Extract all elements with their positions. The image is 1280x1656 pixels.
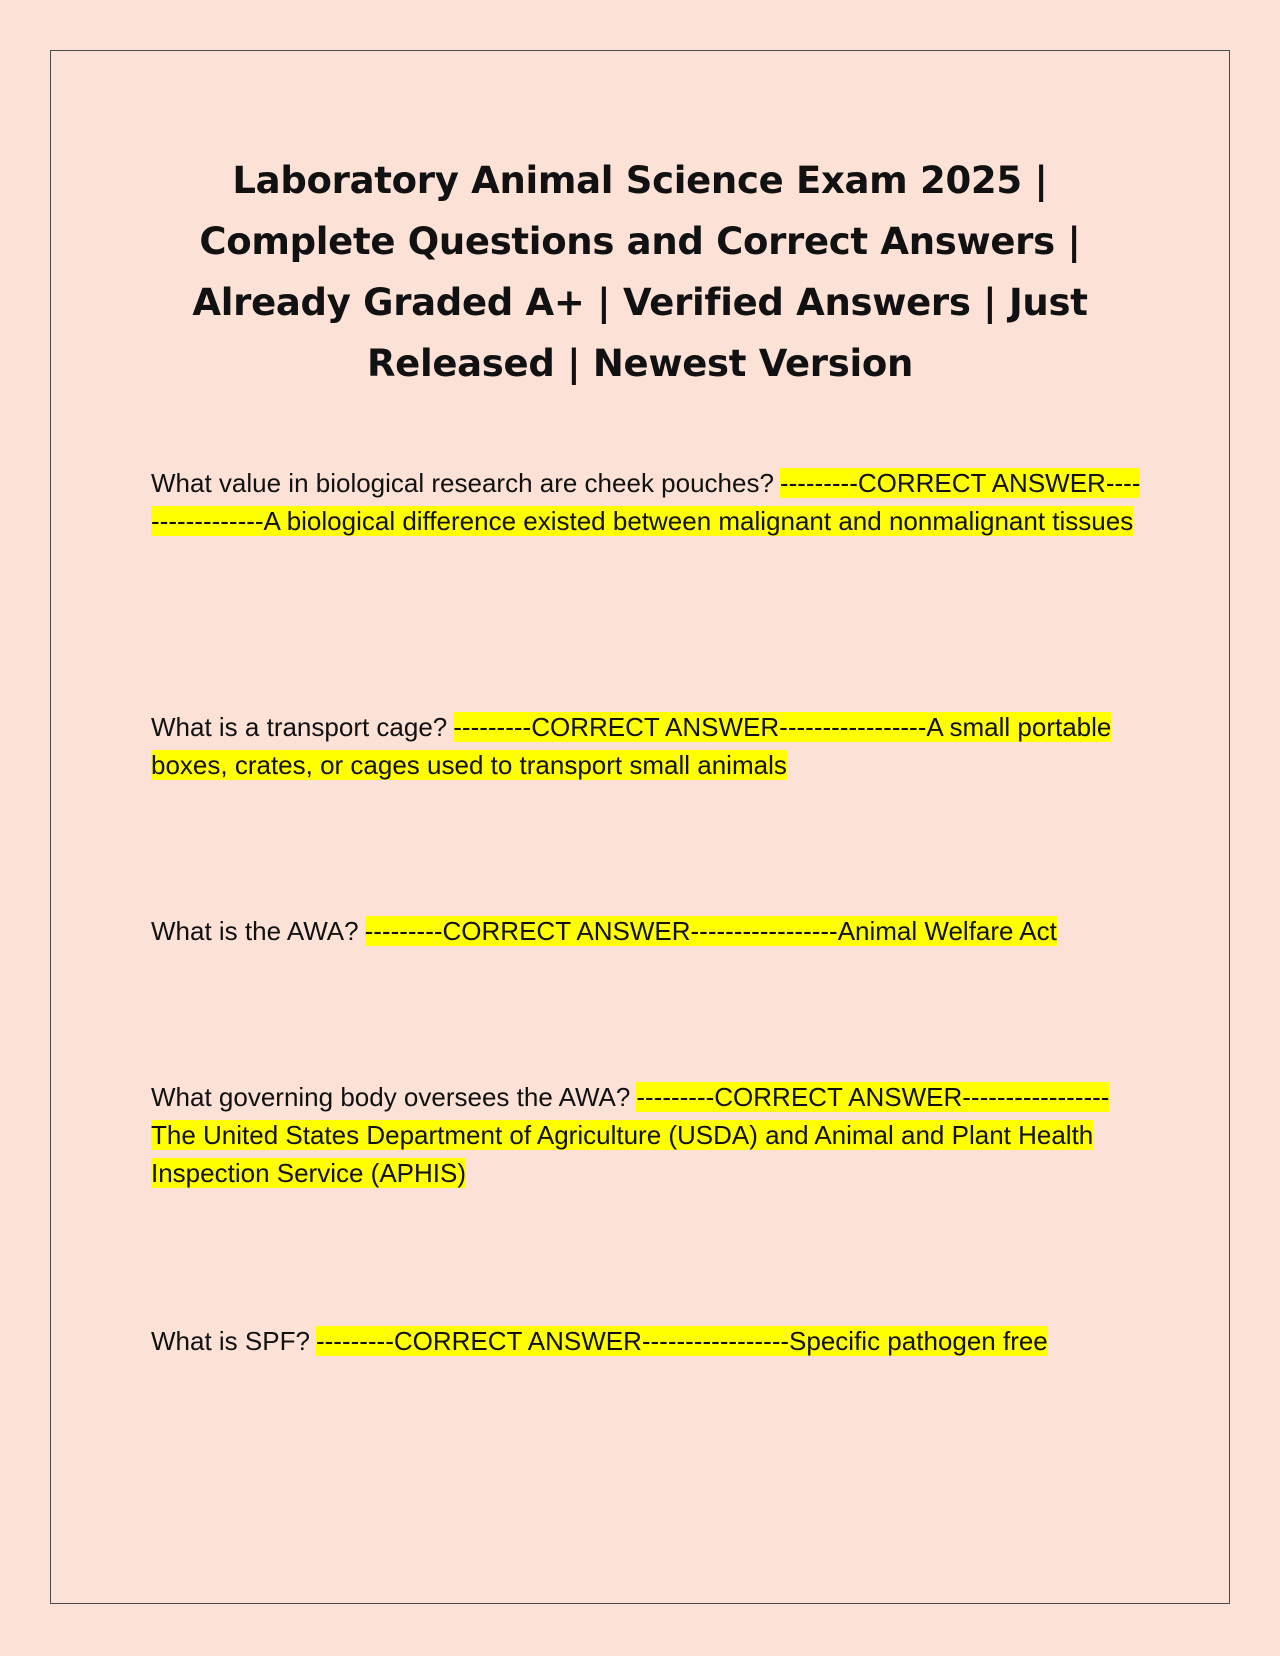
qa-item-4 [151, 1078, 1141, 1192]
answer-highlight: ---------CORRECT ANSWER-----------------Animal Welfare Act [364, 916, 1057, 946]
question-text: What governing body oversees the AWA? [151, 1082, 631, 1112]
question-text: What is the AWA? [151, 916, 359, 946]
question-text: What is SPF? [151, 1326, 310, 1356]
question-text: What is a transport cage? [151, 712, 448, 742]
qa-item-1 [151, 464, 1141, 540]
answer-highlight: ---------CORRECT ANSWER----------------- The United States Department of Agriculture (USDA) and Animal and Plant Health Inspection Service (APHIS) [151, 1082, 1110, 1188]
qa-item-3 [151, 912, 1141, 950]
question-text: What value in biological research are cheek pouches? [151, 468, 774, 498]
document-title: Laboratory Animal Science Exam 2025 | Complete Questions and Correct Answers | Already Graded A+ | Verified Answers | Just Released | Newest Version [192, 159, 1088, 385]
answer-highlight: ---------CORRECT ANSWER-----------------A biological difference existed between malignant and nonmalignant tissues [151, 468, 1141, 536]
answer-highlight: ---------CORRECT ANSWER-----------------Specific pathogen free [315, 1326, 1048, 1356]
qa-item-2 [151, 708, 1141, 784]
qa-item-5 [151, 1322, 1141, 1360]
answer-highlight: ---------CORRECT ANSWER-----------------A small portable boxes, crates, or cages used to transport small animals [151, 712, 1112, 780]
